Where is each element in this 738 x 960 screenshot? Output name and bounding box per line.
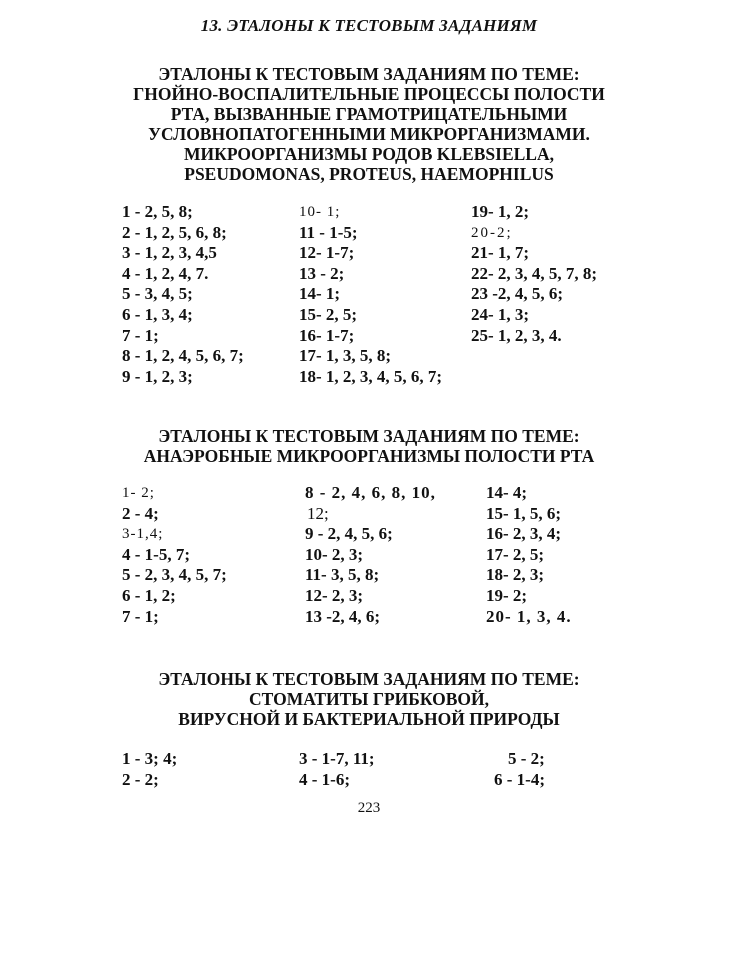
answer-item: 1- 2; (122, 485, 155, 501)
heading-line: УСЛОВНОПАТОГЕННЫМИ МИКРОРГАНИЗМАМИ. (148, 124, 590, 144)
answer-item: 1 - 3; 4; (122, 749, 178, 768)
answer-item: 13 - 2; (299, 263, 345, 283)
section1-answers-col1 (122, 202, 244, 387)
answer-item: 17- 2, 5; (486, 544, 545, 564)
answer-item: 10- 2, 3; (305, 544, 364, 564)
answer-item: 8 - 1, 2, 4, 5, 6, 7; (122, 346, 244, 366)
answer-item: 4 - 1-6; (299, 769, 350, 789)
answer-item: 12- 1-7; (299, 243, 355, 263)
answer-item: 5 - 3, 4, 5; (122, 284, 193, 304)
answer-item: 13 -2, 4, 6; (305, 606, 381, 626)
answer-item: 3 - 1-7, 11; (299, 749, 375, 768)
answer-item: 15- 1, 5, 6; (486, 503, 562, 523)
answer-item: 6 - 1, 2; (122, 585, 176, 605)
answer-item: 7 - 1; (122, 325, 159, 345)
answer-item: 24- 1, 3; (471, 304, 530, 324)
answer-item: 18- 2, 3; (486, 565, 545, 585)
heading-line: ГНОЙНО-ВОСПАЛИТЕЛЬНЫЕ ПРОЦЕССЫ ПОЛОСТИ (133, 84, 605, 104)
answer-item: 12- 2, 3; (305, 585, 364, 605)
section2-answers-col1 (122, 483, 227, 627)
answer-item: 11- 3, 5, 8; (305, 565, 380, 585)
answer-item: 9 - 2, 4, 5, 6; (305, 524, 393, 544)
answer-item: 23 -2, 4, 5, 6; (471, 284, 564, 304)
heading-line: ЭТАЛОНЫ К ТЕСТОВЫМ ЗАДАНИЯМ ПО ТЕМЕ: (158, 669, 580, 689)
heading-line: АНАЭРОБНЫЕ МИКРООРГАНИЗМЫ ПОЛОСТИ РТА (143, 446, 595, 466)
heading-line: РТА, ВЫЗВАННЫЕ ГРАМОТРИЦАТЕЛЬНЫМИ (170, 104, 568, 124)
answer-item: 16- 2, 3, 4; (486, 524, 562, 544)
answer-item: 17- 1, 3, 5, 8; (299, 346, 392, 366)
section2-answers-col2 (305, 483, 436, 627)
answer-item: 15- 2, 5; (299, 304, 358, 324)
section2-answers-col3 (486, 483, 572, 627)
answer-item: 6 - 1-4; (494, 769, 545, 789)
answer-item: 2 - 4; (122, 503, 159, 523)
answer-item: 11 - 1-5; (299, 222, 358, 242)
heading-line: ЭТАЛОНЫ К ТЕСТОВЫМ ЗАДАНИЯМ ПО ТЕМЕ: (158, 426, 580, 446)
answer-item: 20- 1, 3, 4. (486, 606, 572, 626)
answer-item: 14- 1; (299, 284, 341, 304)
answer-item: 21- 1, 7; (471, 243, 530, 263)
chapter-title: 13. ЭТАЛОНЫ К ТЕСТОВЫМ ЗАДАНИЯМ (200, 16, 538, 35)
section3-answers-col1 (122, 749, 177, 790)
section1-answers-col2 (299, 202, 442, 387)
page-number: 223 (357, 800, 381, 816)
answer-item: 18- 1, 2, 3, 4, 5, 6, 7; (299, 366, 443, 386)
answer-item: 22- 2, 3, 4, 5, 7, 8; (471, 263, 598, 283)
answer-item: 10- 1; (299, 204, 341, 220)
section3-answers-col3 (494, 749, 545, 790)
section2-heading (0, 426, 738, 466)
answer-item: 12; (307, 503, 329, 523)
answer-item: 3-1,4; (122, 526, 164, 543)
answer-item: 20-2; (471, 224, 513, 241)
answer-item: 3 - 1, 2, 3, 4,5 (122, 243, 217, 263)
answer-item: 1 - 2, 5, 8; (122, 202, 193, 221)
answer-item: 14- 4; (486, 483, 528, 502)
answer-item: 7 - 1; (122, 606, 159, 626)
section3-answers-col2 (299, 749, 375, 790)
section1-answers-col3 (471, 202, 597, 346)
heading-line: ЭТАЛОНЫ К ТЕСТОВЫМ ЗАДАНИЯМ ПО ТЕМЕ: (158, 64, 580, 84)
answer-item: 9 - 1, 2, 3; (122, 366, 193, 386)
heading-line: PSEUDOMONAS, PROTEUS, HAEMOPHILUS (184, 164, 554, 184)
answer-item: 8 - 2, 4, 6, 8, 10, (305, 483, 436, 502)
answer-item: 19- 2; (486, 585, 528, 605)
heading-line: ВИРУСНОЙ И БАКТЕРИАЛЬНОЙ ПРИРОДЫ (178, 709, 560, 729)
answer-item: 2 - 1, 2, 5, 6, 8; (122, 222, 227, 242)
answer-item: 16- 1-7; (299, 325, 355, 345)
answer-item: 5 - 2, 3, 4, 5, 7; (122, 565, 227, 585)
heading-line: СТОМАТИТЫ ГРИБКОВОЙ, (249, 689, 489, 709)
answer-item: 4 - 1, 2, 4, 7. (122, 263, 209, 283)
answer-item: 4 - 1-5, 7; (122, 544, 190, 564)
answer-item: 5 - 2; (508, 749, 545, 768)
answer-item: 2 - 2; (122, 769, 159, 789)
section1-heading (0, 64, 738, 184)
answer-item: 25- 1, 2, 3, 4. (471, 325, 562, 345)
answer-item: 6 - 1, 3, 4; (122, 304, 193, 324)
heading-line: МИКРООРГАНИЗМЫ РОДОВ KLEBSIELLA, (184, 144, 554, 164)
answer-item: 19- 1, 2; (471, 202, 530, 221)
section3-heading (0, 669, 738, 729)
